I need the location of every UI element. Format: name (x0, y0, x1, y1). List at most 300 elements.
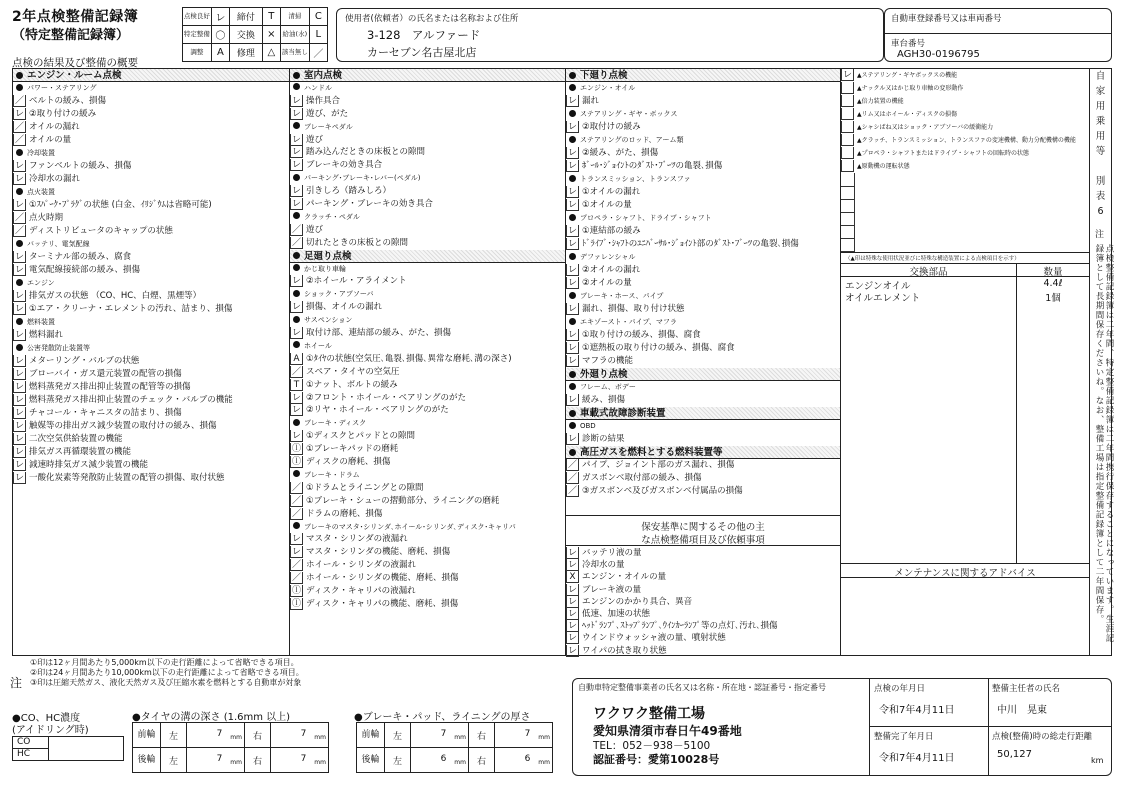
user-shop[interactable]: カーセブン名古屋北店 (367, 46, 477, 59)
check-mark[interactable]: レ (567, 356, 577, 366)
check-mark[interactable]: レ (14, 304, 24, 314)
check-item (13, 238, 289, 251)
item-label: ワイパの拭き取り状態 (582, 645, 667, 656)
check-mark[interactable]: レ (291, 95, 301, 106)
check-mark[interactable]: レ (567, 584, 577, 595)
check-mark[interactable]: X (566, 571, 579, 583)
item-label: ②ホイール・アライメント (306, 276, 407, 287)
side-label: 左 (161, 723, 187, 748)
check-mark[interactable] (841, 82, 854, 94)
check-mark[interactable]: ／ (14, 96, 24, 106)
check-mark[interactable]: ⓛ (291, 457, 301, 467)
section-header (290, 250, 565, 263)
check-item (290, 288, 565, 301)
legend-cell: A (211, 44, 229, 62)
check-item (290, 121, 565, 134)
check-item (13, 147, 289, 160)
check-mark[interactable]: T (290, 379, 303, 391)
check-mark[interactable]: レ (14, 200, 24, 210)
unit: mm (538, 758, 550, 766)
check-mark[interactable]: ／ (14, 213, 24, 223)
bullet-icon (16, 279, 23, 286)
divider (841, 186, 855, 187)
special-item (841, 147, 1089, 160)
check-mark[interactable]: レ (14, 434, 24, 444)
bullet-icon (16, 149, 23, 156)
item-label: ファンベルトの緩み、損傷 (29, 161, 132, 171)
measure-value[interactable] (411, 748, 469, 773)
check-mark[interactable]: レ (567, 621, 577, 632)
check-mark[interactable]: レ (567, 122, 577, 132)
check-mark[interactable] (841, 160, 854, 172)
check-mark[interactable]: レ (567, 645, 577, 656)
check-mark[interactable] (841, 95, 854, 107)
check-item (566, 277, 840, 290)
odometer-unit: km (1091, 756, 1104, 765)
section-title: 下廻り点検 (580, 70, 628, 81)
check-mark[interactable] (841, 147, 854, 159)
check-item (290, 275, 565, 288)
group-title: トランスミッション、トランスファ (580, 175, 691, 183)
check-item (13, 446, 289, 459)
safety-item (566, 571, 840, 584)
item-label: 燃料蒸発ガス排出抑止装置の配管等の損傷 (29, 382, 191, 392)
column-special (841, 69, 1090, 655)
item-label: ②リヤ・ホイール・ベアリングのがた (306, 405, 449, 416)
check-mark[interactable]: レ (291, 147, 301, 158)
safety-item (566, 596, 840, 609)
special-item (841, 121, 1089, 134)
check-item (566, 290, 840, 303)
check-item (290, 430, 565, 443)
check-item (566, 121, 840, 134)
check-mark[interactable]: レ (291, 328, 301, 338)
legend-cell: ／ (309, 44, 327, 62)
check-item (13, 173, 289, 186)
co-label: CO (13, 737, 49, 749)
divider (869, 726, 1111, 727)
check-mark[interactable]: レ (567, 278, 577, 288)
check-item (290, 134, 565, 147)
safety-item (566, 645, 840, 658)
item-label: 排気ガス再循環装置の機能 (29, 447, 132, 457)
side-label: 右 (245, 723, 271, 748)
check-item (290, 559, 565, 572)
bullet-icon (293, 290, 300, 297)
bullet-icon (569, 84, 576, 91)
note-line: ②印は24ヶ月間あたり10,000km以下の走行距離によって省略できる項目。 (30, 668, 304, 677)
divider (841, 577, 1089, 578)
check-item (566, 485, 840, 498)
check-item (13, 108, 289, 121)
item-label: 二次空気供給装置の機能 (29, 434, 123, 444)
legend-cell: 点検良好 (183, 8, 212, 26)
item-label: ①ドラムとライニングとの隙間 (306, 482, 424, 493)
check-mark[interactable]: ／ (291, 366, 301, 377)
legend-cell: T (262, 8, 280, 26)
check-mark[interactable]: レ (14, 460, 24, 470)
group-title: ハンドル (304, 83, 332, 92)
measure-value[interactable] (271, 748, 329, 773)
bullet-icon (569, 175, 576, 182)
completion-date-label: 整備完了年月日 (874, 732, 934, 742)
check-item (566, 316, 840, 329)
side-label: 左 (385, 748, 411, 773)
bullet-icon (16, 240, 23, 247)
column-interior (290, 69, 566, 655)
check-mark[interactable]: ⓛ (291, 586, 301, 596)
section-title: 車載式故障診断装置 (580, 408, 666, 419)
check-mark[interactable]: レ (842, 70, 852, 80)
bullet-icon (569, 318, 576, 325)
check-mark[interactable]: レ (291, 108, 301, 119)
divider (1016, 263, 1017, 563)
bullet-icon (293, 316, 300, 323)
special-item (841, 160, 1089, 173)
check-mark[interactable]: レ (14, 369, 24, 379)
bullet-icon (569, 292, 576, 299)
shop-tel: TEL：052－938－5100 (593, 740, 711, 752)
check-mark[interactable]: レ (14, 421, 24, 431)
measure-value[interactable] (187, 723, 245, 748)
check-item (566, 355, 840, 368)
side-label: 右 (469, 723, 495, 748)
check-mark[interactable]: ／ (14, 135, 24, 145)
check-item (290, 495, 565, 508)
safety-title-2: な点検整備項目及び依頼事項 (641, 535, 765, 546)
check-mark[interactable]: レ (567, 633, 577, 644)
shop-address: 愛知県清須市春日午49番地 (593, 724, 742, 738)
item-label: ①ﾀｲﾔの状態(空気圧､亀裂､損傷､異常な磨耗､溝の深さ) (306, 353, 512, 364)
odometer-value[interactable]: 50,127 (997, 749, 1032, 760)
check-item (566, 95, 840, 108)
check-mark[interactable]: ／ (14, 122, 24, 132)
check-mark[interactable]: レ (567, 434, 577, 444)
item-label: ▲プロペラ・シャフトまたはドライブ・シャフトの回転時の状態 (857, 150, 1030, 157)
check-item (290, 482, 565, 495)
check-mark[interactable]: ／ (291, 508, 301, 519)
vehicle-no[interactable]: 3-128 アルファード (367, 28, 481, 42)
check-item (13, 186, 289, 199)
check-mark[interactable]: レ (567, 548, 577, 558)
check-mark[interactable] (841, 121, 854, 133)
check-mark[interactable]: レ (14, 356, 24, 366)
check-mark[interactable]: レ (567, 343, 577, 353)
divider (869, 679, 870, 775)
check-mark[interactable]: レ (567, 330, 577, 340)
check-item (290, 533, 565, 546)
bullet-icon (569, 214, 576, 221)
column-under (566, 69, 841, 655)
group-title: 点火装置 (27, 188, 55, 196)
legend-cell: L (309, 26, 327, 44)
section-title: 室内点検 (304, 70, 343, 81)
check-mark[interactable]: レ (567, 596, 577, 607)
vin-value[interactable]: AGH30-0196795 (897, 49, 980, 60)
check-mark[interactable]: ／ (14, 226, 24, 236)
item-label: 遊び (306, 134, 324, 145)
bullet-icon (16, 318, 23, 325)
check-item (13, 290, 289, 303)
value: 6 (440, 754, 447, 765)
check-mark[interactable]: レ (291, 186, 301, 197)
bullet-icon (569, 253, 576, 260)
completion-date[interactable]: 令和7年4月11日 (879, 753, 955, 764)
check-mark[interactable]: レ (291, 392, 301, 403)
item-label: 遊び (306, 224, 324, 235)
check-mark[interactable]: レ (14, 330, 24, 340)
check-item (13, 459, 289, 472)
item-label: ①ナット、ボルトの緩み (306, 379, 398, 390)
column-engine (13, 69, 290, 655)
check-mark[interactable]: レ (567, 96, 577, 106)
check-item (13, 160, 289, 173)
item-label: ▲ナックル又はかじ取り車軸の変形動作 (857, 85, 964, 92)
item-label: エンジン・オイルの量 (582, 572, 667, 583)
item-label: 触媒等の排出ガス減少装置の取付けの緩み、損傷 (29, 421, 217, 431)
notes (30, 658, 304, 688)
check-mark[interactable]: レ (14, 252, 24, 262)
vehicle-type-char: 6 (1097, 206, 1104, 217)
safety-item (566, 559, 840, 572)
check-mark[interactable]: レ (14, 473, 24, 483)
check-item (290, 572, 565, 585)
check-item (13, 472, 289, 485)
group-title: ショック・アブソーバ (304, 290, 374, 299)
check-mark[interactable]: ⓛ (291, 598, 301, 609)
check-item (290, 327, 565, 340)
co-table (12, 736, 124, 761)
wheel-label: 前輪 (133, 723, 161, 748)
group-title: ブレーキ・ドラム (304, 470, 360, 479)
check-item (13, 316, 289, 329)
bullet-icon (293, 419, 300, 426)
check-mark[interactable]: レ (291, 134, 301, 145)
check-item (290, 108, 565, 121)
group-title: ホイール (304, 341, 332, 350)
unit: mm (230, 733, 242, 741)
check-mark[interactable]: レ (14, 265, 24, 275)
value: 7 (300, 754, 307, 765)
special-item (841, 108, 1089, 121)
bullet-icon (293, 341, 300, 348)
wheel-label: 後輪 (357, 748, 385, 773)
item-label: ▲シャシばね又はショック・アブソーバの緩衝能力 (857, 124, 994, 131)
safety-item (566, 584, 840, 597)
check-mark[interactable]: レ (567, 609, 577, 619)
check-item (290, 185, 565, 198)
bullet-icon (293, 264, 300, 271)
check-mark[interactable]: ／ (291, 495, 301, 506)
check-mark[interactable]: レ (291, 431, 301, 442)
check-item (566, 264, 840, 277)
check-mark[interactable]: レ (14, 161, 24, 171)
check-mark[interactable]: ／ (291, 482, 301, 493)
check-item (290, 146, 565, 159)
check-mark[interactable]: レ (14, 408, 24, 418)
item-label: ▲ステアリング・ギヤボックスの機能 (857, 72, 958, 79)
part-qty[interactable]: 4.4ℓ (1043, 278, 1063, 289)
unit: mm (314, 758, 326, 766)
check-mark[interactable]: レ (14, 174, 24, 184)
item-label: 燃料蒸発ガス排出抑止装置のチェック・バルブの機能 (29, 395, 233, 405)
check-item (566, 212, 840, 225)
group-title: プロペラ・シャフト、ドライブ・シャフト (580, 214, 712, 222)
check-mark[interactable]: レ (291, 405, 301, 416)
item-label: メターリング・バルブの状態 (29, 356, 140, 366)
check-item (290, 508, 565, 521)
bullet-icon (293, 83, 300, 90)
check-item (566, 238, 840, 251)
side-label: 左 (161, 748, 187, 773)
check-mark[interactable]: レ (291, 199, 301, 209)
bullet-icon (293, 174, 300, 181)
measure-value[interactable] (411, 723, 469, 748)
co-title: ●CO、HC濃度 (12, 713, 81, 724)
check-mark[interactable]: ／ (291, 573, 301, 584)
check-mark[interactable]: ／ (291, 224, 301, 235)
check-mark[interactable]: ／ (567, 486, 577, 496)
check-mark[interactable]: レ (291, 302, 301, 313)
check-item (290, 443, 565, 456)
check-mark[interactable]: ／ (567, 473, 577, 483)
measure-value[interactable] (271, 723, 329, 748)
item-label: ②オイルの量 (582, 278, 632, 288)
measure-value[interactable] (495, 723, 553, 748)
retention-note: 点検整備記録簿は二年間、特定整備記録簿は二年間携行保存することになっています。生涯記録簿として長期間保存くださいね。なお、整備工場は指定整備記録簿として二年間保存。 (1094, 244, 1114, 643)
check-mark[interactable]: レ (14, 382, 24, 392)
check-mark[interactable]: レ (567, 304, 577, 314)
item-label: ①ｽﾊﾟｰｸ･ﾌﾟﾗｸﾞの状態 (白金、ｲﾘｼﾞｳﾑは省略可能) (29, 200, 212, 210)
check-item (290, 82, 565, 95)
check-mark[interactable]: レ (567, 161, 577, 171)
check-item (13, 420, 289, 433)
item-label: 燃料漏れ (29, 330, 64, 340)
side-label: 右 (245, 748, 271, 773)
check-item (566, 82, 840, 95)
group-title: バッテリ、電気配線 (27, 240, 90, 248)
unit: mm (314, 733, 326, 741)
safety-item (566, 608, 840, 621)
check-mark[interactable]: ／ (567, 460, 577, 470)
inspection-date[interactable]: 令和7年4月11日 (879, 705, 955, 716)
check-mark[interactable]: レ (14, 447, 24, 457)
check-mark[interactable]: レ (567, 265, 577, 275)
item-label: 漏れ、損傷、取り付け状態 (582, 304, 685, 314)
measure-value[interactable] (187, 748, 245, 773)
check-mark[interactable] (841, 108, 854, 120)
check-mark[interactable]: レ (567, 200, 577, 210)
advice-header: メンテナンスに関するアドバイス (894, 568, 1036, 579)
part-qty[interactable]: 1個 (1045, 293, 1061, 304)
symbol-legend (182, 7, 328, 62)
item-label: ②取り付けの緩み (29, 109, 97, 119)
check-mark[interactable]: レ (291, 160, 301, 171)
check-mark[interactable]: レ (291, 534, 301, 545)
vehicle-type-char: 表 (1095, 191, 1106, 202)
item-label: ▲原動機の運転状態 (857, 163, 910, 170)
item-label: 点火時期 (29, 213, 64, 223)
check-item (290, 366, 565, 379)
part-name[interactable]: エンジンオイル (845, 281, 911, 292)
check-item (290, 340, 565, 353)
check-item (13, 368, 289, 381)
check-item (13, 381, 289, 394)
check-item (290, 521, 565, 534)
bullet-icon (16, 72, 23, 79)
bullet-icon (569, 383, 576, 390)
check-mark[interactable]: レ (567, 187, 577, 197)
check-mark[interactable] (841, 134, 854, 146)
chief-name[interactable]: 中川 晃東 (997, 705, 1047, 716)
legend-cell: 調整 (183, 44, 212, 62)
check-item (566, 459, 840, 472)
check-mark[interactable]: A (290, 353, 303, 365)
check-mark[interactable]: レ (14, 291, 24, 301)
check-mark[interactable]: レ (567, 395, 577, 405)
check-mark[interactable]: レ (291, 276, 301, 287)
check-item (566, 160, 840, 173)
check-mark[interactable]: レ (567, 226, 577, 236)
wheel-label: 後輪 (133, 748, 161, 773)
check-mark[interactable]: レ (291, 547, 301, 558)
item-label: パーキング・ブレーキの効き具合 (306, 199, 433, 209)
section-header (566, 368, 840, 381)
check-item (290, 546, 565, 559)
check-mark[interactable]: ／ (291, 560, 301, 571)
check-mark[interactable]: ⓛ (291, 444, 301, 455)
vin-label: 車台番号 (891, 39, 926, 49)
check-mark[interactable]: レ (567, 239, 577, 249)
check-item (290, 237, 565, 250)
check-mark[interactable]: レ (14, 109, 24, 119)
check-item (566, 173, 840, 186)
bullet-icon (16, 188, 23, 195)
measure-value[interactable] (495, 748, 553, 773)
item-label: ﾍｯﾄﾞﾗﾝﾌﾟ､ｽﾄｯﾌﾟﾗﾝﾌﾟ､ｳｲﾝｶｰﾗﾝﾌﾟ等の点灯､汚れ､損傷 (582, 621, 778, 632)
inspection-date-label: 点検の年月日 (874, 684, 926, 694)
check-item (13, 212, 289, 225)
divider (841, 212, 855, 213)
value: 7 (216, 754, 223, 765)
check-mark[interactable]: レ (567, 560, 577, 571)
vehicle-type-char: 等 (1095, 146, 1106, 157)
check-item (290, 224, 565, 237)
check-item (566, 394, 840, 407)
safety-item (566, 620, 840, 633)
legend-cell: 交換 (230, 26, 263, 44)
section-header (290, 69, 565, 82)
part-name[interactable]: オイルエレメント (845, 293, 921, 304)
check-mark[interactable]: レ (567, 148, 577, 158)
reg-label: 自動車登録番号又は車両番号 (891, 14, 1002, 24)
check-mark[interactable]: レ (14, 395, 24, 405)
item-label: ▲倍力装置の機能 (857, 98, 904, 105)
qty-header: 数量 (1043, 267, 1063, 278)
group-title: ステアリングのロッド、アーム類 (580, 136, 684, 144)
bullet-icon (569, 422, 576, 429)
check-item (13, 433, 289, 446)
legend-cell: 〇 (211, 26, 229, 44)
item-label: 冷却水の漏れ (29, 174, 81, 184)
item-label: ①取り付けの緩み、損傷、腐食 (582, 330, 701, 340)
group-title: かじ取り車輪 (304, 264, 346, 273)
check-item (566, 342, 840, 355)
check-mark[interactable]: ／ (291, 237, 301, 248)
check-item (290, 469, 565, 482)
item-label: ディスク・キャリパの機能、磨耗、損傷 (306, 598, 459, 609)
check-item (13, 342, 289, 355)
